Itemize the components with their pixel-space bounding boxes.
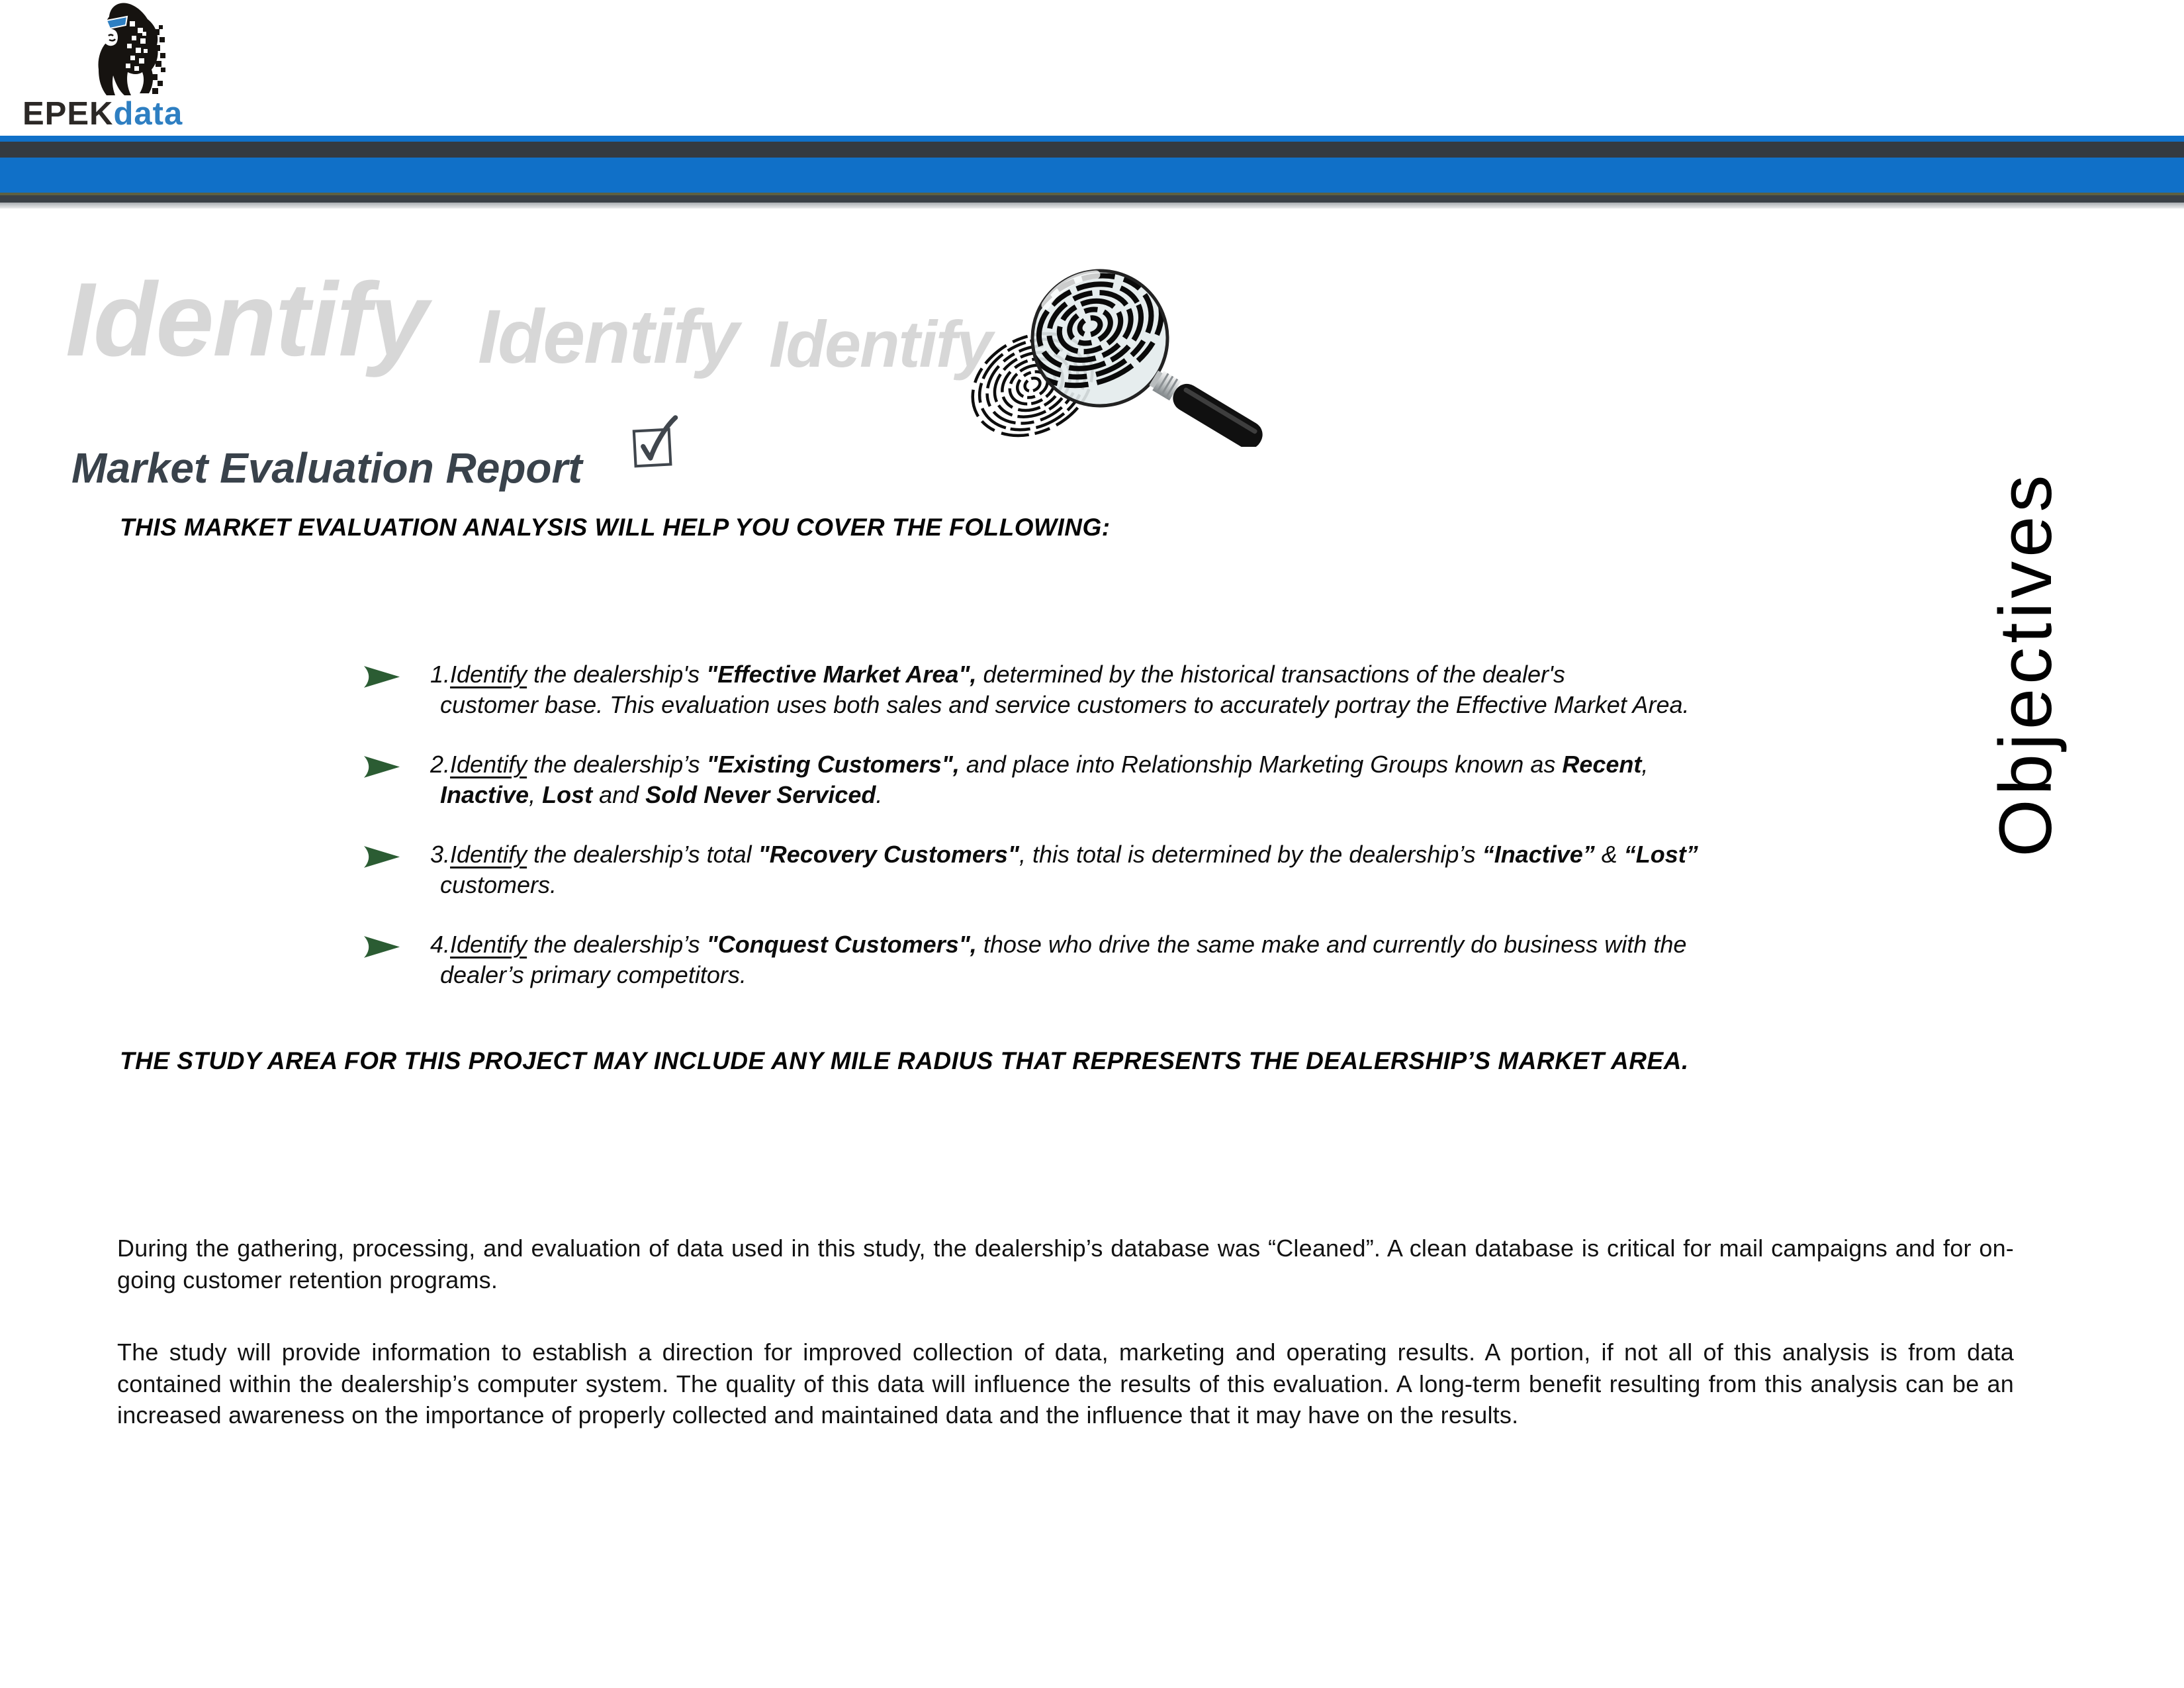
objective-item xyxy=(363,659,1982,720)
objective-item xyxy=(363,929,1982,990)
identify-watermark-medium: Identify xyxy=(478,295,738,379)
header-bar-blue-thin xyxy=(0,136,2184,142)
objective-text: 2.Identify the dealership’s "Existing Customers", and place into Relationship Marketing Groups known as Recent, Inactive, Lost and Sold Never Serviced. xyxy=(430,751,1649,808)
body-paragraph: During the gathering, processing, and evaluation of data used in this study, the dealership’s database was “Cleaned”. A clean database is critical for mail campaigns and for on-going customer retention programs. xyxy=(117,1235,2014,1293)
body-paragraph: The study will provide information to establish a direction for improved collection of data, marketing and operating results. A portion, if not all of this analysis is from data contained within the dealership’s computer system. The quality of this data will influence the results of this evaluation. A long-term benefit resulting from this analysis can be an increased awareness on the importance of properly collected and maintained data and the influence that it may have on the results. xyxy=(117,1338,2014,1429)
objective-text: 3.Identify the dealership’s total "Recovery Customers", this total is determined by the dealership’s “Inactive” & “Lost” customers. xyxy=(430,841,1698,898)
objective-item xyxy=(363,749,1982,810)
logo-brand-blue: data xyxy=(113,96,183,132)
header-bar-blue xyxy=(0,158,2184,193)
page-title: Market Evaluation Report xyxy=(71,444,582,492)
objective-item xyxy=(363,839,1982,900)
epekdata-logo xyxy=(23,95,183,132)
study-area-note: THE STUDY AREA FOR THIS PROJECT MAY INCLUDE ANY MILE RADIUS THAT REPRESENTS THE DEALERSHIP’S MARKET AREA. xyxy=(120,1047,1689,1074)
checked-checkbox-icon xyxy=(627,414,682,471)
magnifier-handle xyxy=(1146,366,1265,447)
pixel-gorilla-logo-icon xyxy=(79,1,165,102)
intro-heading: THIS MARKET EVALUATION ANALYSIS WILL HELP YOU COVER THE FOLLOWING: xyxy=(120,514,1111,541)
fingerprint-magnifier-illustration xyxy=(934,254,1265,447)
objectives-side-label: Objectives xyxy=(1984,471,2067,857)
objective-text: 4.Identify the dealership’s "Conquest Customers", those who drive the same make and currently do business with the dealer’s primary competitors. xyxy=(430,931,1687,988)
green-arrow-bullet-icon xyxy=(363,665,401,692)
identify-watermark-small: Identify xyxy=(769,307,992,381)
header-bar-dark-bottom xyxy=(0,195,2184,203)
header-bar-dark xyxy=(0,142,2184,158)
green-arrow-bullet-icon xyxy=(363,935,401,962)
header-bar-gray-fade xyxy=(0,203,2184,209)
objective-text: 1.Identify the dealership's "Effective Market Area", determined by the historical transactions of the dealer's customer base. This evaluation uses both sales and service customers to accurately portray the Effective Market Area. xyxy=(430,661,1690,718)
green-arrow-bullet-icon xyxy=(363,755,401,782)
objectives-list xyxy=(363,659,1982,1019)
logo-brand-black: EPEK xyxy=(23,96,114,132)
identify-watermark-large: Identify xyxy=(66,261,427,378)
green-arrow-bullet-icon xyxy=(363,845,401,872)
